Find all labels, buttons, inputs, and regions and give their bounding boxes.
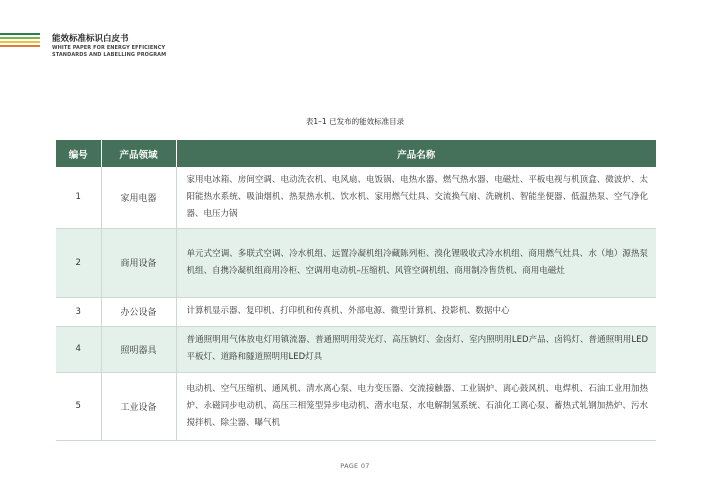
energy-standards-table xyxy=(56,140,656,441)
table-caption: 表1–1 已发布的能效标准目录 xyxy=(305,117,405,126)
table-header-row xyxy=(56,140,656,167)
header-id: 编号 xyxy=(56,140,101,167)
row-products: 计算机显示器、复印机、打印机和传真机、外部电源、微型计算机、投影机、数据中心 xyxy=(176,297,656,326)
table-row xyxy=(56,326,656,372)
row-area: 办公设备 xyxy=(101,297,176,326)
row-area: 家用电器 xyxy=(101,167,176,228)
header-products: 产品名称 xyxy=(176,140,656,167)
page-number: PAGE 07 xyxy=(340,462,370,470)
table-row xyxy=(56,167,656,228)
header-title: 能效标准标识白皮书 xyxy=(52,34,129,44)
logo-stripes xyxy=(0,33,40,49)
row-id: 2 xyxy=(56,228,101,297)
table-row xyxy=(56,372,656,440)
row-id: 4 xyxy=(56,326,101,372)
row-id: 1 xyxy=(56,167,101,228)
logo-stripe-yellow xyxy=(0,41,40,43)
row-area: 商用设备 xyxy=(101,228,176,297)
row-id: 3 xyxy=(56,297,101,326)
row-area: 照明器具 xyxy=(101,326,176,372)
table-row xyxy=(56,228,656,297)
header-area: 产品领域 xyxy=(101,140,176,167)
header-subtitle-line1: WHITE PAPER FOR ENERGY EFFICIENCY xyxy=(52,45,166,51)
table-row xyxy=(56,297,656,326)
row-products: 普通照明用气体放电灯用镇流器、普通照明用荧光灯、高压钠灯、金卤灯、室内照明用LED产品、卤钨灯、普通照明用LED平板灯、道路和隧道照明用LED灯具 xyxy=(176,326,656,372)
logo-stripe-lightgreen xyxy=(0,37,40,39)
row-area: 工业设备 xyxy=(101,372,176,440)
document-header xyxy=(52,34,166,58)
logo-stripe-green xyxy=(0,33,40,35)
logo-stripe-orange xyxy=(0,45,40,47)
header-subtitle-line2: STANDARDS AND LABELLING PROGRAM xyxy=(52,51,167,58)
row-id: 5 xyxy=(56,372,101,440)
row-products: 电动机、空气压缩机、通风机、清水离心泵、电力变压器、交流接触器、工业锅炉、离心鼓风机、电焊机、石油工业用加热炉、永磁同步电动机、高压三相笼型异步电动机、潜水电泵、水电解制氢系统、石油化工离心泵、蓄热式轧钢加热炉、污水搅拌机、除尘器、曝气机 xyxy=(176,372,656,440)
row-products: 家用电冰箱、房间空调、电动洗衣机、电风扇、电饭锅、电热水器、燃气热水器、电磁灶、平板电视与机顶盒、微波炉、太阳能热水系统、吸油烟机、热泵热水机、饮水机、家用燃气灶具、交流换气扇、洗碗机、智能坐便器、低温热泵、空气净化器、电压力锅 xyxy=(176,167,656,228)
row-products: 单元式空调、多联式空调、冷水机组、远置冷凝机组冷藏陈列柜、溴化锂吸收式冷水机组、商用燃气灶具、水（地）源热泵机组、自携冷凝机组商用冷柜、空调用电动机–压缩机、风管空调机组、商用制冷售货机、商用电磁灶 xyxy=(176,228,656,297)
